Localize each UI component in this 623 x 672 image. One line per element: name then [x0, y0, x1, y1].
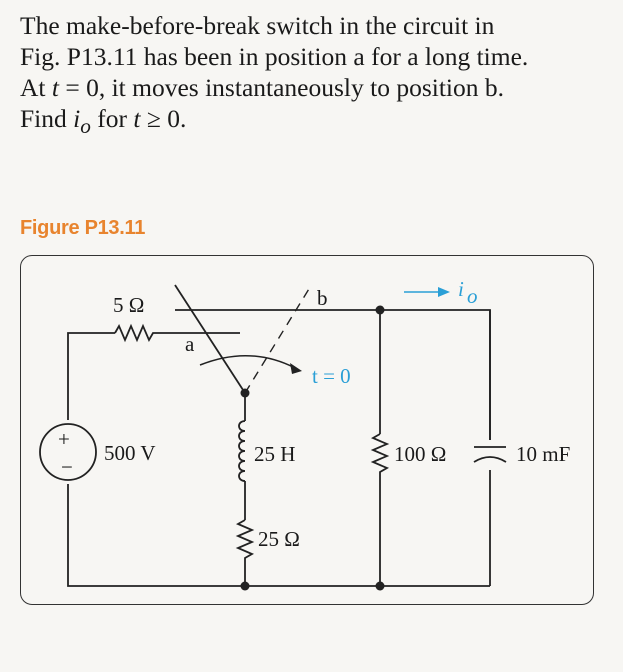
wire-left-top — [68, 333, 115, 420]
switch-arc — [200, 356, 295, 368]
text-run: At — [20, 73, 52, 102]
resistor-25ohm-label: 25 Ω — [258, 527, 300, 551]
text-run: ≥ 0. — [140, 104, 187, 133]
source-minus-label: − — [61, 455, 73, 479]
figure-label: Figure P13.11 — [20, 217, 146, 239]
problem-line-2: Fig. P13.11 has been in position a for a long time. — [20, 42, 529, 71]
source-value-label: 500 V — [104, 441, 156, 465]
current-label: i — [458, 277, 464, 301]
var-sub-o: o — [80, 114, 91, 139]
inductor-label: 25 H — [254, 442, 296, 466]
resistor-100ohm-icon — [373, 434, 387, 586]
capacitor-gap — [486, 440, 495, 470]
resistor-25ohm-icon — [238, 520, 252, 586]
current-sub-label: o — [467, 284, 478, 308]
source-plus-label: + — [58, 427, 70, 451]
resistor-100ohm-label: 100 Ω — [394, 442, 447, 466]
switch-time-label: t = 0 — [312, 364, 351, 388]
switch-path-dashed — [245, 284, 312, 393]
var-t: t — [133, 104, 141, 133]
problem-line-1: The make-before-break switch in the circuit in — [20, 11, 495, 40]
current-arrow-icon — [438, 287, 450, 297]
text-run: for — [90, 104, 134, 133]
text-run: Find — [20, 104, 74, 133]
position-b-label: b — [317, 286, 328, 310]
var-i: i — [73, 104, 81, 133]
inductor-icon — [239, 421, 245, 481]
node-dot — [241, 582, 250, 591]
position-a-label: a — [185, 332, 195, 356]
switch-arrow-icon — [290, 363, 302, 374]
resistor-5ohm-icon — [115, 326, 240, 340]
capacitor-label: 10 mF — [516, 442, 571, 466]
node-dot — [376, 582, 385, 591]
resistor-5ohm-label: 5 Ω — [113, 293, 145, 317]
var-t: t — [51, 73, 59, 102]
text-run: = 0, it moves instantaneously to position b. — [58, 73, 504, 102]
